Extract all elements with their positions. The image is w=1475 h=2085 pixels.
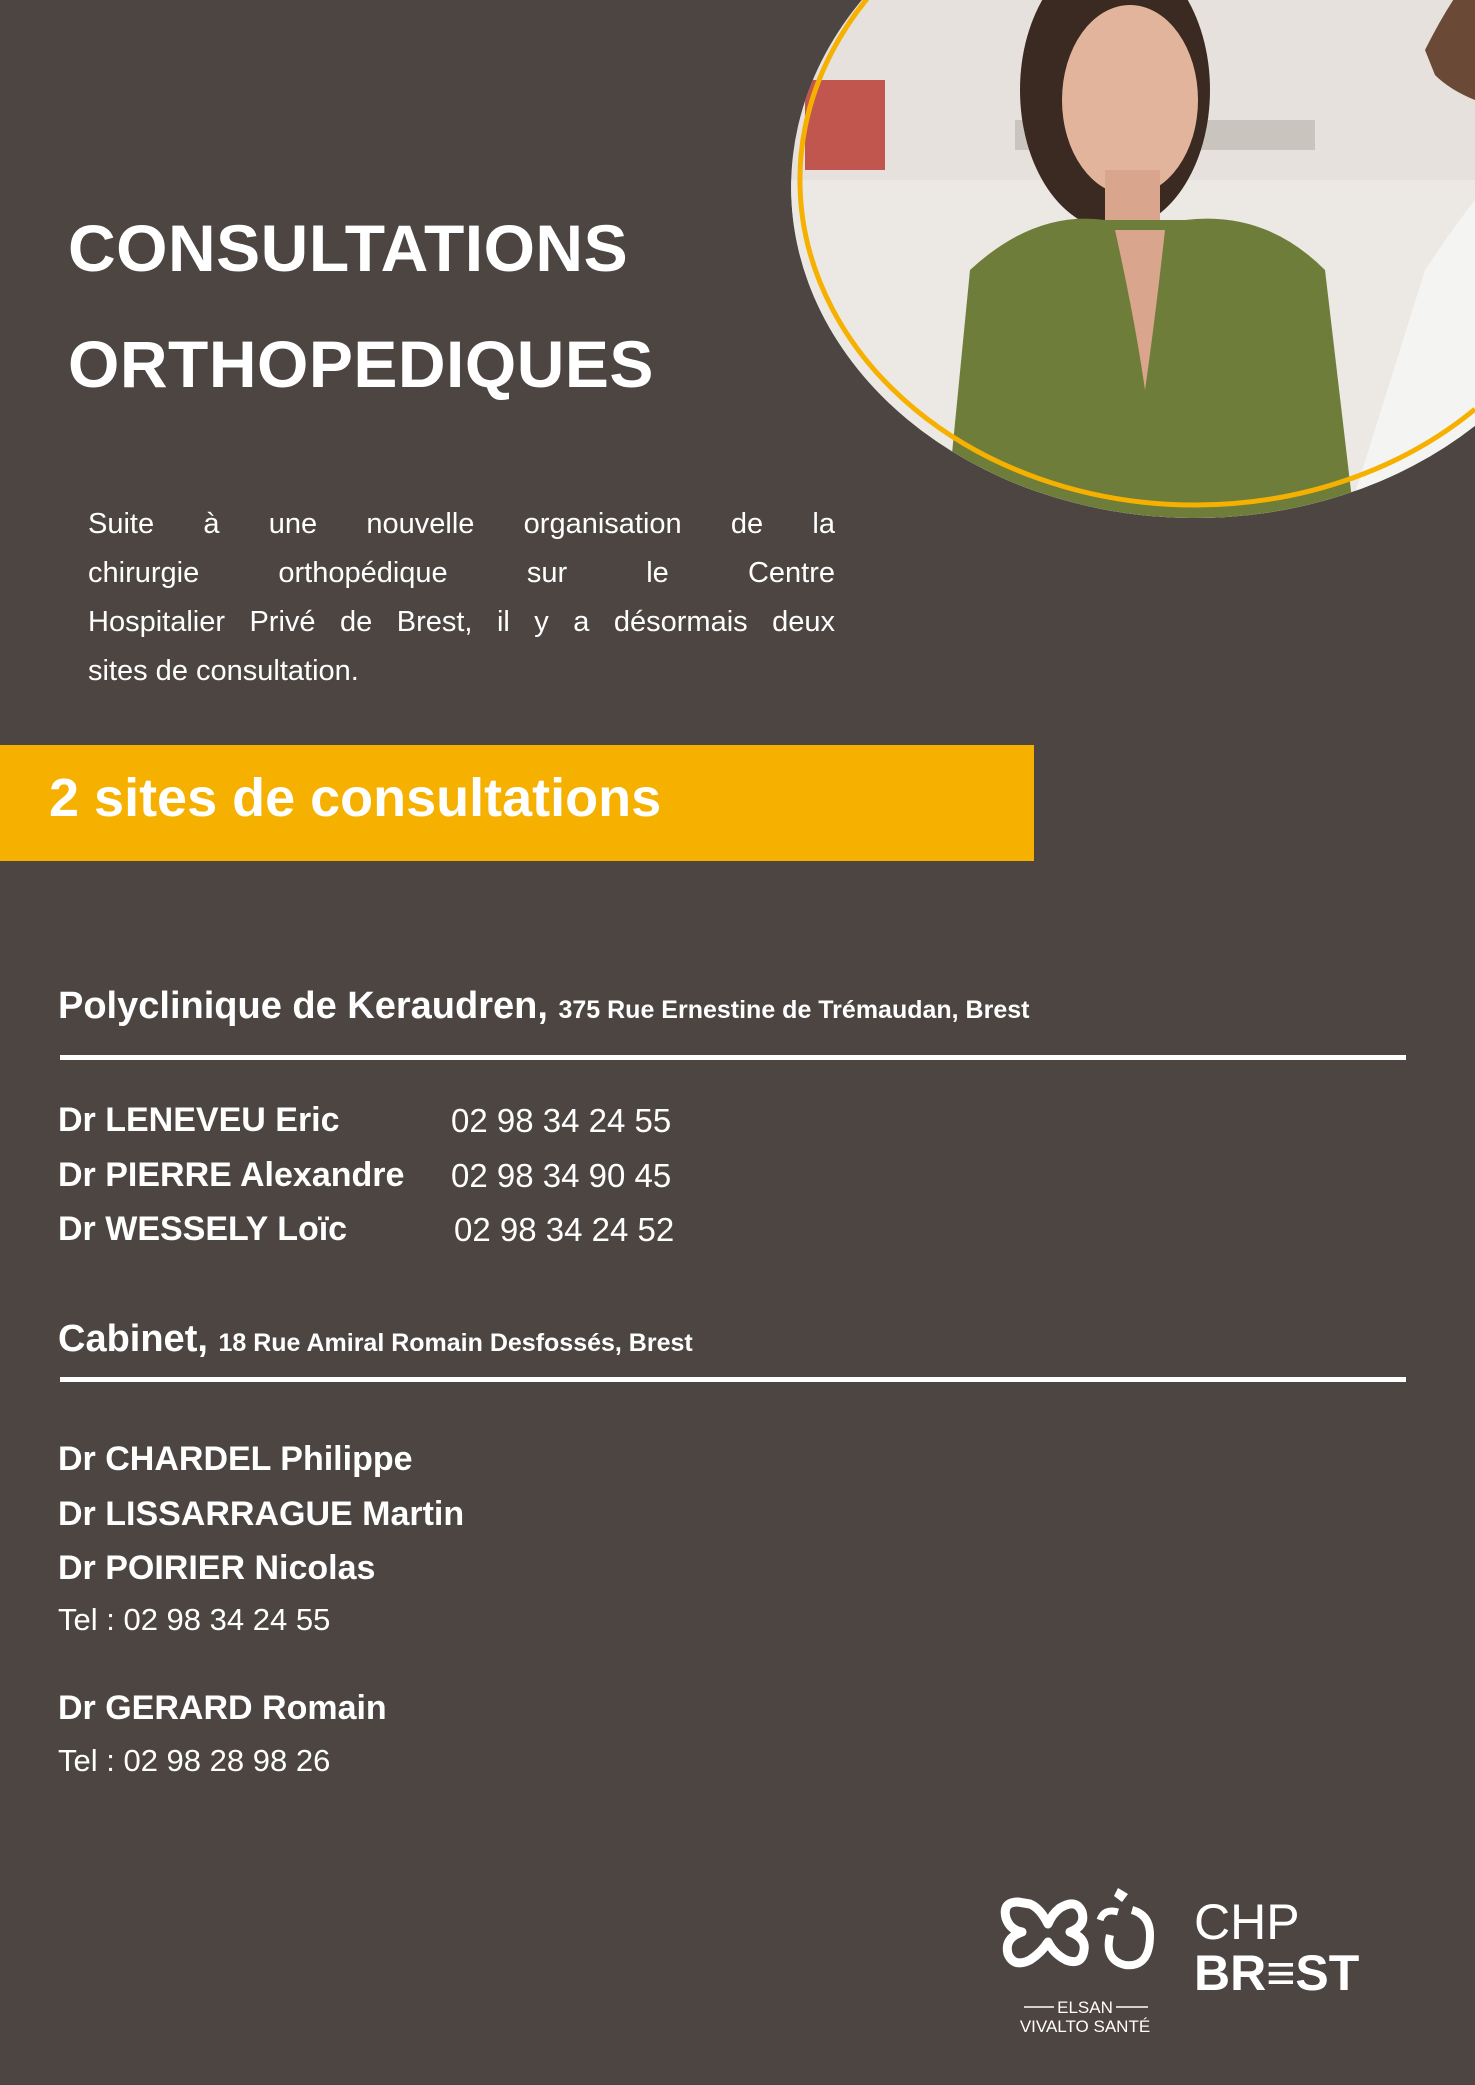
- patient-photo: [785, 0, 1475, 525]
- doctor-name: Dr LENEVEU Eric: [58, 1101, 340, 1139]
- sites-banner-label: 2 sites de consultations: [49, 768, 662, 828]
- title-line-1: CONSULTATIONS: [68, 211, 629, 285]
- group-phone: Tel : 02 98 34 24 55: [58, 1602, 331, 1637]
- intro-paragraph: [88, 500, 835, 696]
- site-name: Cabinet,: [58, 1318, 208, 1360]
- chp-logo-line-1: CHP: [1194, 1895, 1300, 1950]
- doctor-name: Dr POIRIER Nicolas: [58, 1549, 376, 1587]
- doctor-name: Dr CHARDEL Philippe: [58, 1440, 413, 1478]
- doctor-phone: 02 98 34 90 45: [451, 1157, 672, 1194]
- doctor-name: Dr WESSELY Loïc: [58, 1210, 348, 1248]
- elsan-logo-tagline: VIVALTO SANTÉ: [1019, 2017, 1151, 2036]
- divider: [60, 1055, 1406, 1060]
- doctor-name: Dr GERARD Romain: [58, 1689, 387, 1727]
- intro-line: Hospitalier Privé de Brest, il y a désormais deux: [88, 606, 835, 638]
- site-address: 18 Rue Amiral Romain Desfossés, Brest: [218, 1329, 693, 1357]
- divider: [60, 1377, 1406, 1382]
- site-name: Polyclinique de Keraudren,: [58, 985, 548, 1027]
- title-line-2: ORTHOPEDIQUES: [68, 327, 654, 401]
- site-heading-keraudren: [58, 985, 1029, 1028]
- doctor-phone: 02 98 34 24 52: [454, 1211, 675, 1248]
- elsan-logo: [1000, 1880, 1170, 2040]
- chp-brest-logo: [1192, 1895, 1392, 2005]
- intro-line: sites de consultation.: [88, 655, 359, 687]
- doctor-phone: 02 98 34 24 55: [451, 1102, 672, 1139]
- chp-logo-line-2: BR≡ST: [1194, 1945, 1360, 2001]
- intro-line: Suite à une nouvelle organisation de la: [88, 508, 835, 540]
- group-phone: Tel : 02 98 28 98 26: [58, 1743, 331, 1778]
- page-title: [68, 190, 654, 422]
- doctor-name: Dr PIERRE Alexandre: [58, 1156, 405, 1194]
- site-heading-cabinet: [58, 1318, 693, 1361]
- sites-banner: [0, 745, 1034, 861]
- elsan-logo-name: ELSAN: [1057, 1998, 1113, 2017]
- site-address: 375 Rue Ernestine de Trémaudan, Brest: [558, 996, 1030, 1024]
- intro-line: chirurgie orthopédique sur le Centre: [88, 557, 835, 589]
- doctor-name: Dr LISSARRAGUE Martin: [58, 1495, 465, 1533]
